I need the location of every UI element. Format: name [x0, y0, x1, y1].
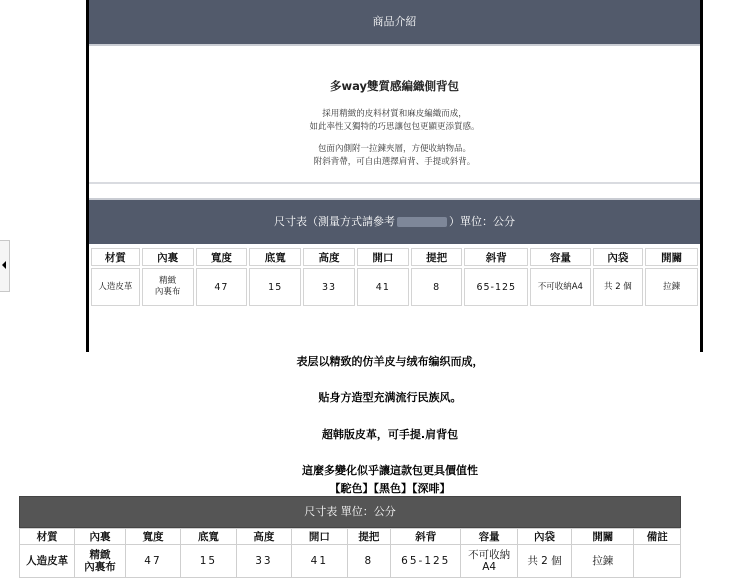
table-cell: 人造皮革 [20, 545, 75, 578]
product-title: 多way雙質感編織側背包 [329, 79, 460, 93]
feature-text-line: 表层以精致的仿羊皮与绒布编织而成， [296, 355, 484, 368]
table-header-cell: 提把 [347, 529, 391, 545]
product-desc-line: 如此率性又獨特的巧思讓包包更顯更添質感。 [309, 122, 480, 132]
table-cell: 65-125 [391, 545, 461, 578]
table-header-cell: 寬度 [196, 248, 248, 266]
table-header-cell: 底寬 [249, 248, 301, 266]
feature-text-line: 超韩版皮革，可手提.肩背包 [321, 428, 459, 441]
table-header-cell: 開關 [645, 248, 698, 266]
table-cell: 15 [181, 545, 236, 578]
table-cell: 拉鍊 [645, 268, 698, 306]
table-header-cell: 斜背 [391, 529, 461, 545]
table-header-cell: 開關 [572, 529, 634, 545]
table-cell: 精緻 內裏布 [75, 545, 125, 578]
product-desc-line: 採用精緻的皮料材質和麻皮編織而成， [322, 109, 467, 119]
bottom-size-title: 尺寸表 單位：公分 [304, 505, 396, 518]
table-cell: 47 [196, 268, 248, 306]
table-cell: 8 [347, 545, 391, 578]
table-cell: 8 [411, 268, 463, 306]
color-options-text: 【駝色】【黑色】【深啡】 [329, 482, 451, 495]
table-header-cell: 容量 [461, 529, 517, 545]
table-header-cell: 材質 [91, 248, 140, 266]
table-cell: 共 2 個 [593, 268, 644, 306]
table-header-cell: 內裏 [75, 529, 125, 545]
table-header-cell: 底寬 [181, 529, 236, 545]
table-header-cell: 內袋 [593, 248, 644, 266]
table-header-cell: 容量 [530, 248, 590, 266]
section-divider [89, 182, 700, 184]
feature-text-line: 這麼多變化似乎讓這款包更具價值性 [302, 464, 478, 477]
product-intro-panel [86, 0, 703, 352]
table-cell: 不可收納A4 [530, 268, 590, 306]
table-header-cell: 高度 [303, 248, 355, 266]
table-header-cell: 內裏 [142, 248, 194, 266]
table-cell: 人造皮革 [91, 268, 140, 306]
size-header-prefix: 尺寸表（測量方式請參考 [274, 215, 395, 228]
table-cell: 不可收納 A4 [461, 545, 517, 578]
table-header-cell: 材質 [20, 529, 75, 545]
bottom-size-title-bar [19, 496, 681, 528]
table-cell: 41 [357, 268, 409, 306]
table-cell: 41 [292, 545, 347, 578]
table-header-cell: 開口 [357, 248, 409, 266]
size-header-suffix: ）單位：公分 [449, 215, 515, 228]
measure-method-link[interactable] [397, 217, 447, 227]
table-header-cell: 高度 [236, 529, 291, 545]
intro-header-text: 商品介紹 [372, 15, 417, 28]
table-header-cell: 寬度 [125, 529, 180, 545]
table-cell: 精緻 內裏布 [142, 268, 194, 306]
size-header-bar [89, 200, 700, 244]
table-cell: 33 [303, 268, 355, 306]
table-header-cell: 開口 [292, 529, 347, 545]
table-header-cell: 斜背 [464, 248, 528, 266]
table-cell: 拉鍊 [572, 545, 634, 578]
top-size-table [89, 246, 700, 308]
table-cell [634, 545, 681, 578]
table-header-cell: 提把 [411, 248, 463, 266]
table-header-cell: 內袋 [517, 529, 571, 545]
product-desc-line: 包面內側附一拉鍊夾層，方便收納物品。 [317, 144, 471, 154]
scroll-left-arrow[interactable] [0, 240, 10, 292]
feature-text-line: 贴身方造型充满流行民族风。 [318, 391, 462, 404]
intro-header-bar [89, 0, 700, 44]
table-cell: 15 [249, 268, 301, 306]
table-cell: 65-125 [464, 268, 528, 306]
bottom-size-table [19, 528, 681, 578]
table-cell: 共 2 個 [517, 545, 571, 578]
table-header-cell: 備註 [634, 529, 681, 545]
table-cell: 47 [125, 545, 180, 578]
table-cell: 33 [236, 545, 291, 578]
bottom-size-section [19, 496, 681, 578]
product-desc-line: 附斜背帶，可自由選擇肩背、手提或斜背。 [313, 157, 476, 167]
